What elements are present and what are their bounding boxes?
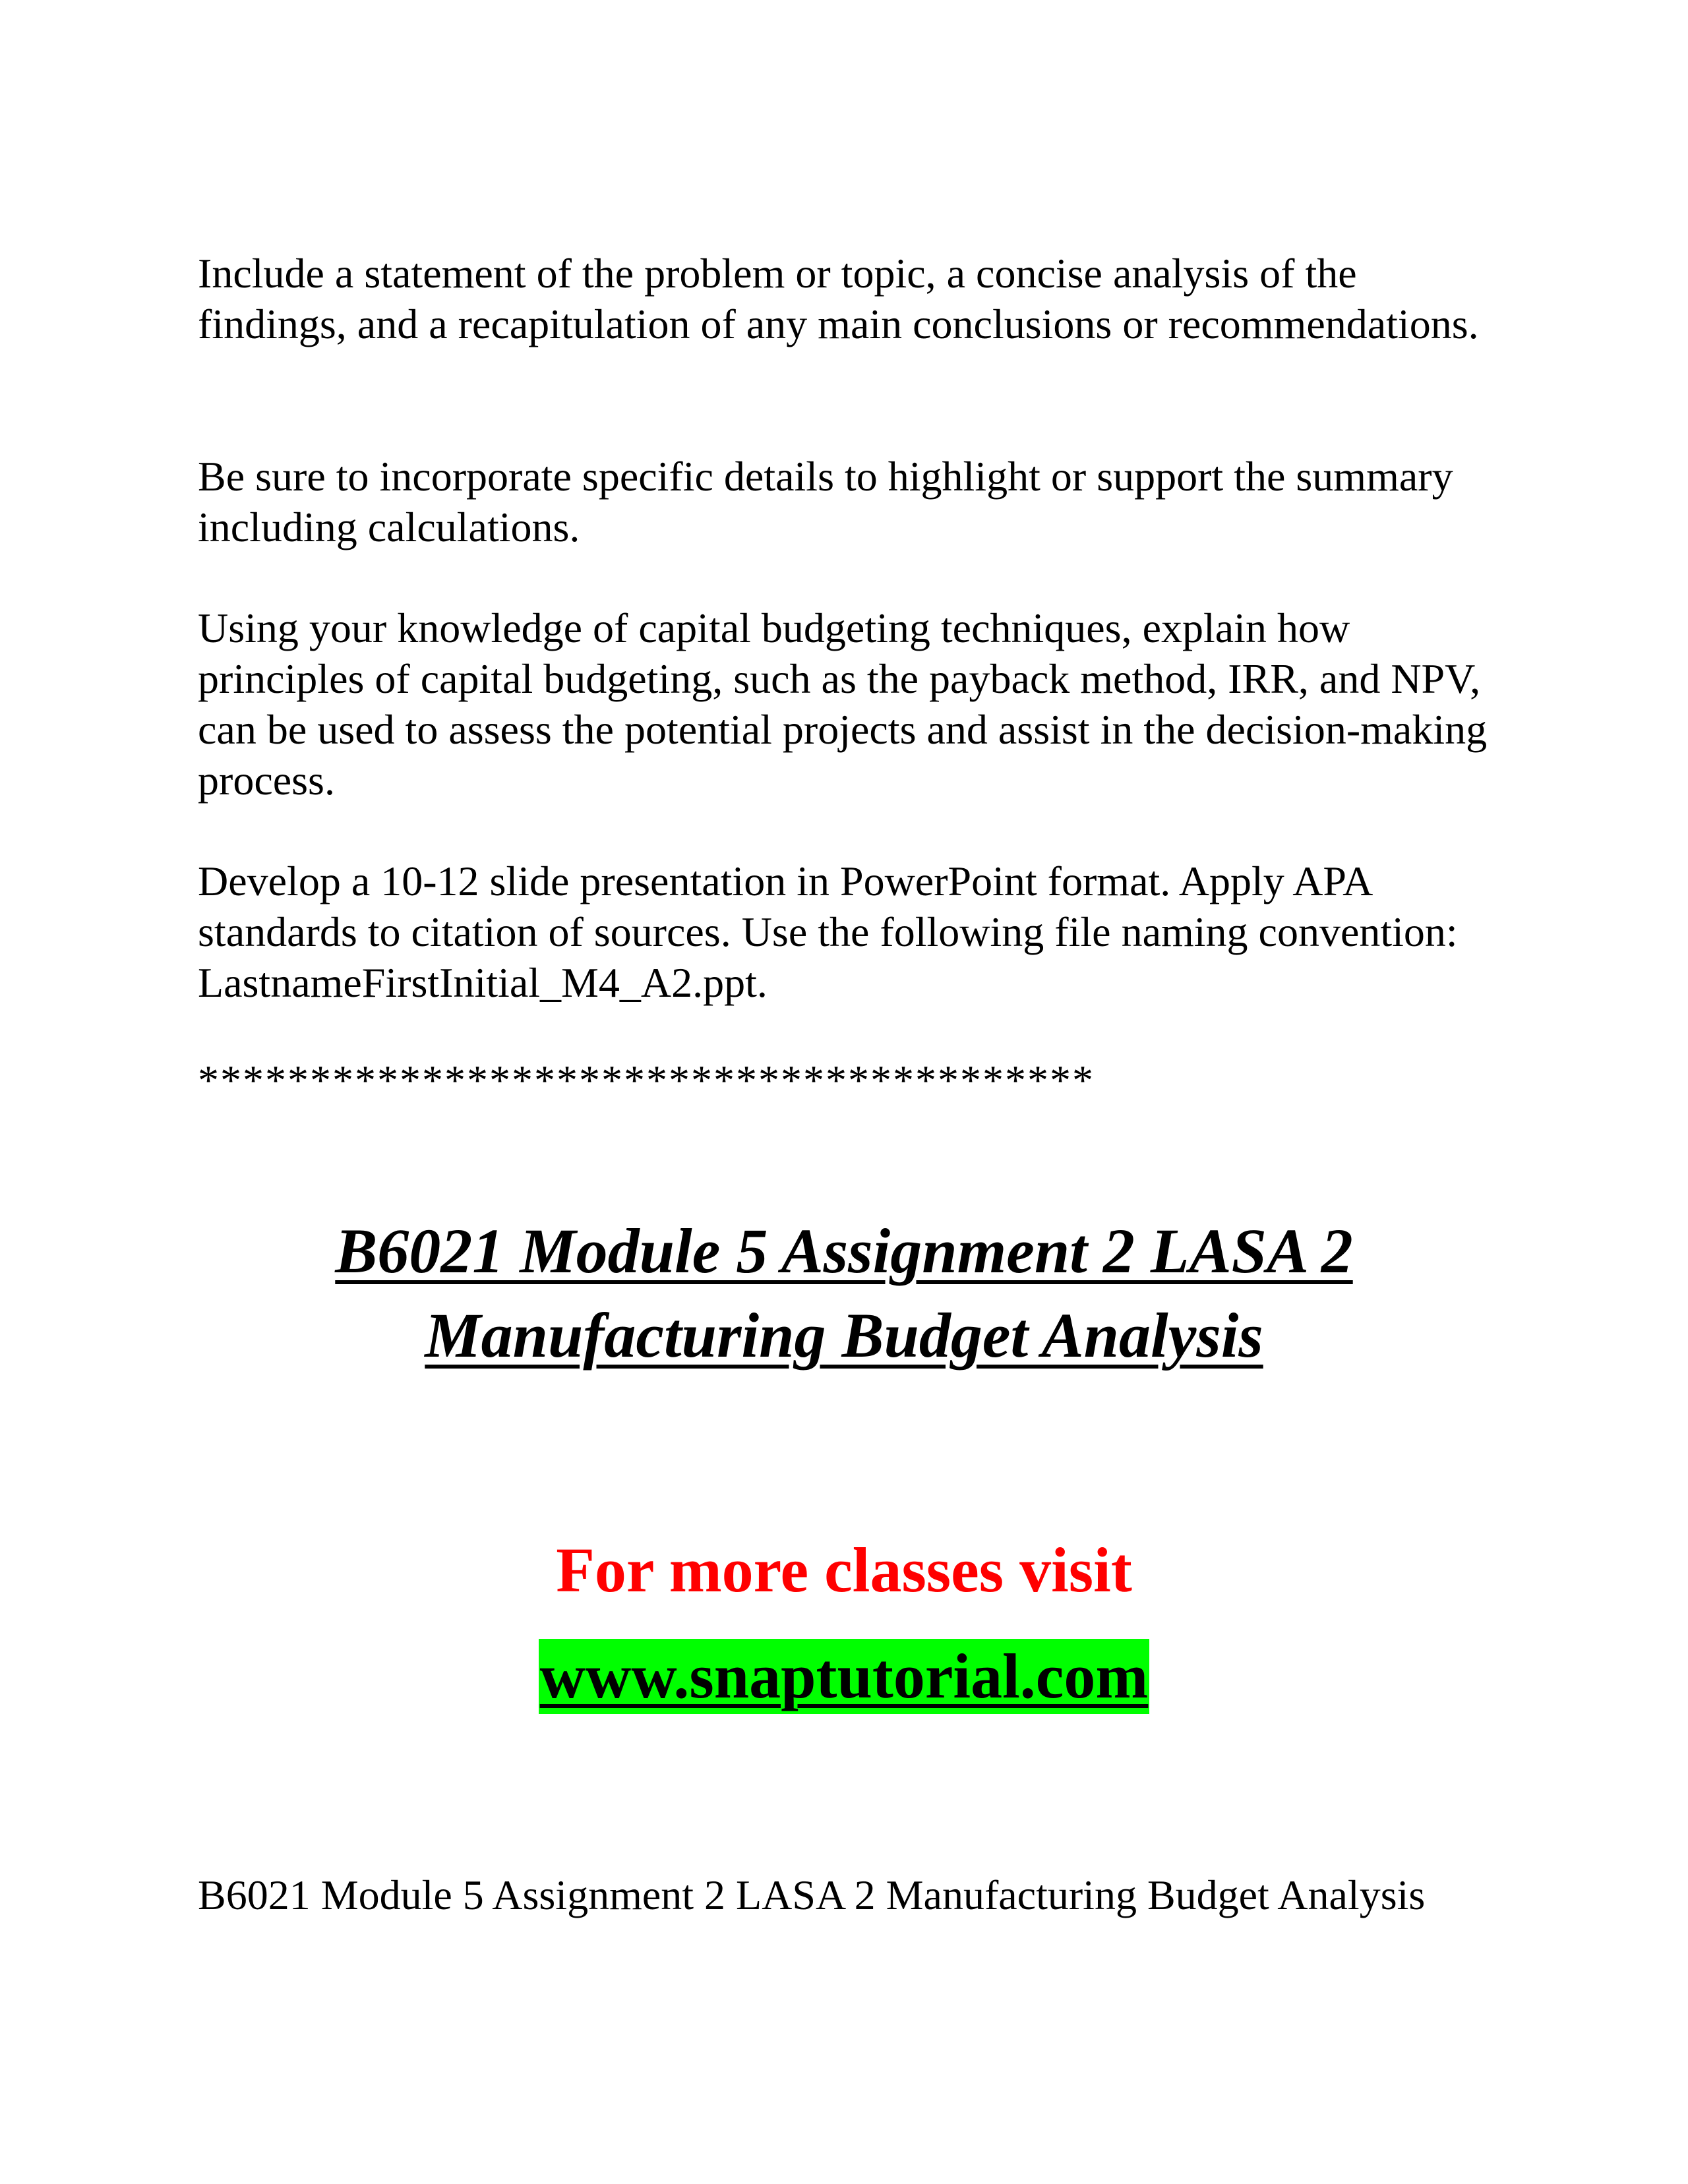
- paragraph-capital-budgeting: Using your knowledge of capital budgeting techniques, explain how principles of capital budgeting, such as the payback method, IRR, and NPV, can be used to assess the potential projects and assist in the decision-making process.: [198, 605, 1488, 804]
- snaptutorial-link[interactable]: www.snaptutorial.com: [539, 1639, 1150, 1714]
- asterisk-separator: ****************************************: [198, 1057, 1095, 1104]
- promo-visit-text: For more classes visit: [556, 1535, 1132, 1605]
- footer-title-text: B6021 Module 5 Assignment 2 LASA 2 Manufacturing Budget Analysis: [198, 1872, 1426, 1918]
- paragraph-specific-details: Be sure to incorporate specific details to highlight or support the summary including calculations.: [198, 453, 1453, 550]
- title-line-1: B6021 Module 5 Assignment 2 LASA 2: [335, 1216, 1353, 1286]
- paragraph-problem-statement: Include a statement of the problem or topic, a concise analysis of the findings, and a recapitulation of any main conclusions or recommendations.: [198, 250, 1479, 347]
- paragraph-presentation-instructions: Develop a 10-12 slide presentation in PowerPoint format. Apply APA standards to citation of sources. Use the following file naming convention: LastnameFirstInitial_M4_A2.ppt.: [198, 858, 1458, 1006]
- title-line-2: Manufacturing Budget Analysis: [425, 1300, 1263, 1371]
- promo-link-container: [0, 1639, 1688, 1737]
